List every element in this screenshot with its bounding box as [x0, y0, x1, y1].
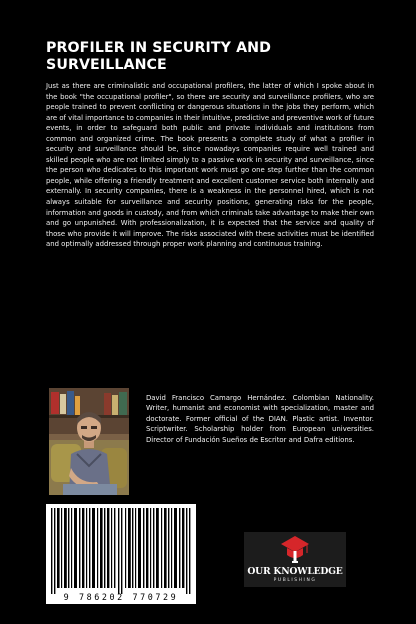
publisher-block — [244, 532, 346, 587]
isbn-digits: 9 786202 770729 — [63, 592, 179, 602]
publisher-name: OUR KNOWLEDGE — [247, 566, 343, 577]
book-title — [46, 40, 376, 74]
author-bio: David Francisco Camargo Hernández. Colombian Nationality. Writer, humanist and economist with specialization, master and doctorate. Former official of the DIAN. Plastic artist. Inventor. Scriptwriter. Scholarship holder from European universities. Director of Fundación Sueños de Escritor and Dafra editions. — [146, 394, 374, 444]
graduation-cap-icon — [280, 533, 310, 565]
publisher-subtitle: PUBLISHING — [273, 578, 317, 583]
isbn-barcode — [46, 504, 196, 604]
book-title-line-2: SURVEILLANCE — [46, 57, 167, 73]
author-photo-image — [49, 388, 129, 495]
barcode-bars — [46, 504, 196, 604]
book-description: Just as there are criminalistic and occupational profilers, the latter of which I spoke about in the book "the occupational profiler", so there are security and surveillance profilers, who are people trained to prevent conflicting or dangerous situations in the jobs they perform, which are of vital importance to companies in their intuitive, predictive and preventive work of future events, in order to safeguard both public and private individuals and institutions from common and organized crime. The book presents a complete study of what a profiler in security and surveillance should be, since nowadays companies require well trained and skilled people who are not limited simply to a passive work in security and surveillance, since the person who dedicates to this important work must go one step further than the common people, while offering a friendly treatment and excellent customer service both internally and externally. In security companies, there is a weakness in the personnel hired, which is not always suitable for surveillance and security positions, generating risks for the people, information and goods in custody, and from which criminals take advantage to make their own and go unpunished. With professionalization, it is expected that the service and quality of those who provide it will improve. The risks associated with these activities must be identified and optimally addressed through proper work planning and continuous training. — [46, 82, 374, 249]
book-title-line-1: PROFILER IN SECURITY AND — [46, 40, 272, 56]
author-photo — [49, 388, 129, 495]
